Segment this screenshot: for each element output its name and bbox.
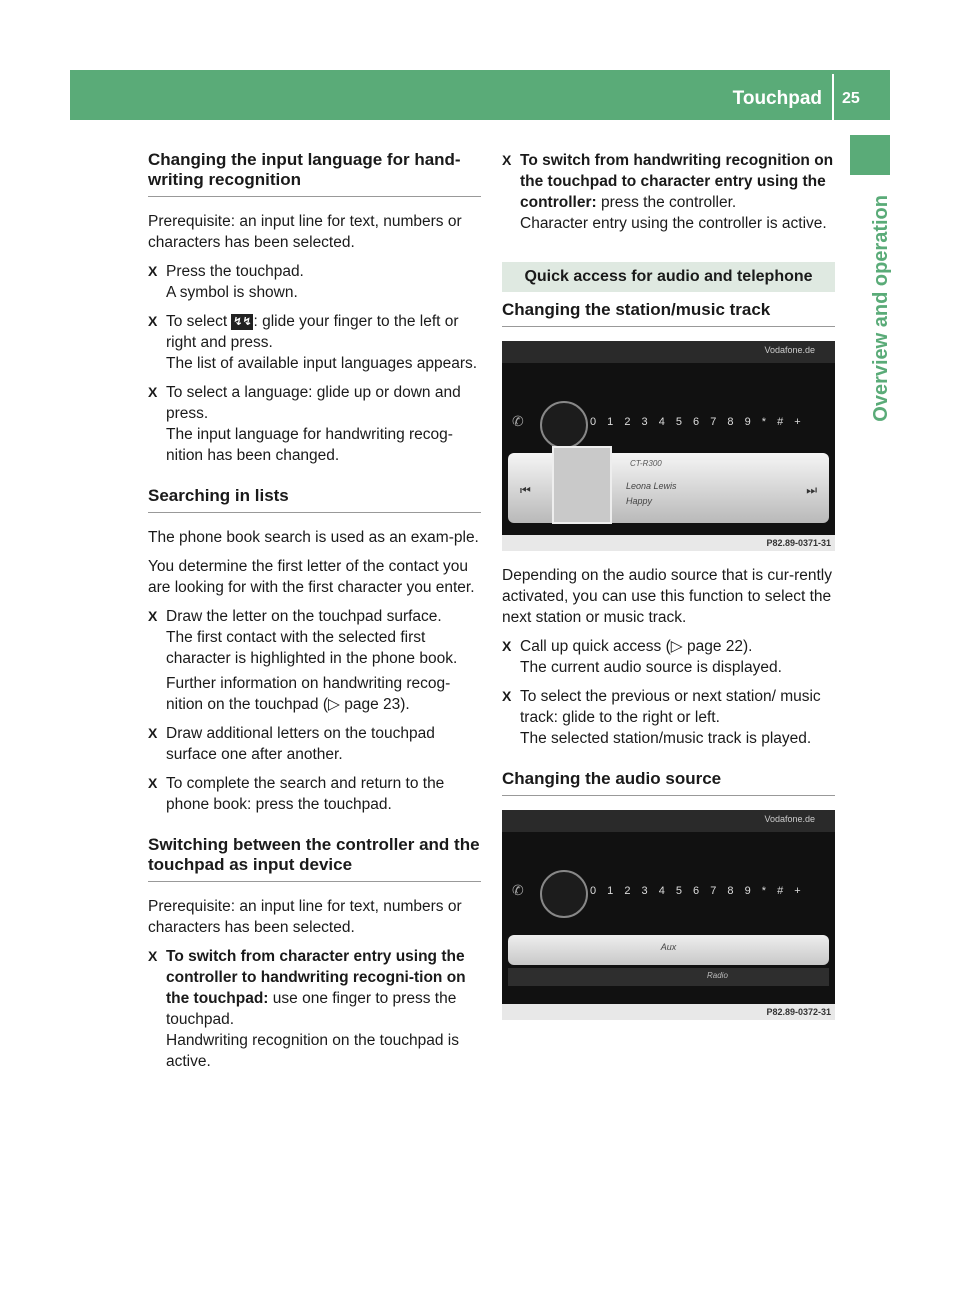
digit-row: 0 1 2 3 4 5 6 7 8 9 * # + bbox=[590, 885, 805, 897]
step-item: X To select a language: glide up or down and press. The input language for handwriting recog-nition has been changed. bbox=[148, 384, 461, 464]
screenshot-audio-source bbox=[502, 810, 835, 1020]
step-note: Further information on handwriting recog-nition on the touchpad (▷ page 23). bbox=[166, 675, 451, 713]
body-text: You determine the first letter of the contact you are looking for with the first character you enter. bbox=[148, 558, 475, 596]
section-band: Quick access for audio and telephone bbox=[502, 262, 835, 292]
step-marker-icon: X bbox=[148, 263, 158, 279]
artist-name: Leona Lewis bbox=[626, 481, 677, 491]
prerequisite-text: Prerequisite: an input line for text, numbers or characters has been selected. bbox=[148, 898, 462, 936]
station-name: CT-R300 bbox=[630, 459, 662, 468]
step-item: X To switch from handwriting recognition on the touchpad to character entry using the controller: press the controller. Character entry using the controller is active. bbox=[502, 152, 834, 232]
side-tab-label: Overview and operation bbox=[870, 195, 892, 422]
section-title-audio-source: Changing the audio source bbox=[502, 769, 835, 796]
next-icon: ⏭ bbox=[806, 483, 817, 497]
step-marker-icon: X bbox=[148, 725, 158, 741]
digit-row: 0 1 2 3 4 5 6 7 8 9 * # + bbox=[590, 416, 805, 428]
touchpad-circle bbox=[540, 870, 588, 918]
handwriting-language-icon: ↯↯ bbox=[233, 315, 252, 328]
header-divider bbox=[832, 74, 834, 120]
step-marker-icon: X bbox=[148, 313, 158, 329]
step-item: X To switch from character entry using the controller to handwriting recogni-tion on the touchpad: use one finger to press the touchpad. Handwriting recognition on the touchpad is active. bbox=[148, 948, 466, 1070]
step-item: X To select the previous or next station/ music track: glide to the right or left. The selected station/music track is played. bbox=[502, 688, 821, 747]
header-title: Touchpad bbox=[732, 88, 822, 109]
phone-icon: ✆ bbox=[512, 882, 524, 898]
step-marker-icon: X bbox=[148, 775, 158, 791]
step-marker-icon: X bbox=[502, 688, 512, 704]
aux-label: Aux bbox=[660, 942, 677, 952]
step-marker-icon: X bbox=[148, 384, 158, 400]
radio-label: Radio bbox=[707, 971, 728, 980]
carrier-label: Vodafone.de bbox=[764, 814, 815, 824]
step-marker-icon: X bbox=[148, 608, 158, 624]
image-caption: P82.89-0371-31 bbox=[502, 535, 835, 551]
step-item: X Draw additional letters on the touchpad surface one after another. bbox=[148, 725, 435, 763]
carrier-label: Vodafone.de bbox=[764, 345, 815, 355]
touchpad-circle bbox=[540, 401, 588, 449]
body-text: The phone book search is used as an exam-ple. bbox=[148, 529, 479, 546]
section-title-station-track: Changing the station/music track bbox=[502, 300, 835, 327]
album-cover bbox=[552, 446, 612, 524]
side-tab-marker bbox=[850, 135, 890, 175]
page-number: 25 bbox=[842, 90, 860, 107]
step-marker-icon: X bbox=[502, 638, 512, 654]
step-item: X Press the touchpad. A symbol is shown. bbox=[148, 263, 304, 301]
source-bar bbox=[508, 968, 829, 986]
right-column bbox=[502, 150, 835, 1020]
phone-icon: ✆ bbox=[512, 413, 524, 429]
previous-icon: ⏮ bbox=[520, 483, 531, 497]
step-item: X Draw the letter on the touchpad surface. The first contact with the selected first character is highlighted in the phone book. bbox=[148, 608, 458, 667]
body-text: Depending on the audio source that is cur-rently activated, you can use this function to select the next station or music track. bbox=[502, 567, 833, 626]
step-item: X To select ↯↯ : glide your finger to the left or right and press. The list of available input languages appears. bbox=[148, 313, 478, 372]
step-marker-icon: X bbox=[148, 948, 158, 964]
section-title-searching-lists: Searching in lists bbox=[148, 486, 481, 513]
prerequisite-text: Prerequisite: an input line for text, numbers or characters has been selected. bbox=[148, 213, 462, 251]
screenshot-station-change bbox=[502, 341, 835, 551]
section-title-input-language: Changing the input language for hand-writing recognition bbox=[148, 150, 481, 197]
section-title-switching-input: Switching between the controller and the touchpad as input device bbox=[148, 835, 481, 882]
image-caption: P82.89-0372-31 bbox=[502, 1004, 835, 1020]
step-marker-icon: X bbox=[502, 152, 512, 168]
left-column bbox=[148, 150, 481, 1072]
track-name: Happy bbox=[626, 496, 653, 506]
step-item: X To complete the search and return to the phone book: press the touchpad. bbox=[148, 775, 445, 813]
step-item: X Call up quick access (▷ page 22). The current audio source is displayed. bbox=[502, 638, 782, 676]
